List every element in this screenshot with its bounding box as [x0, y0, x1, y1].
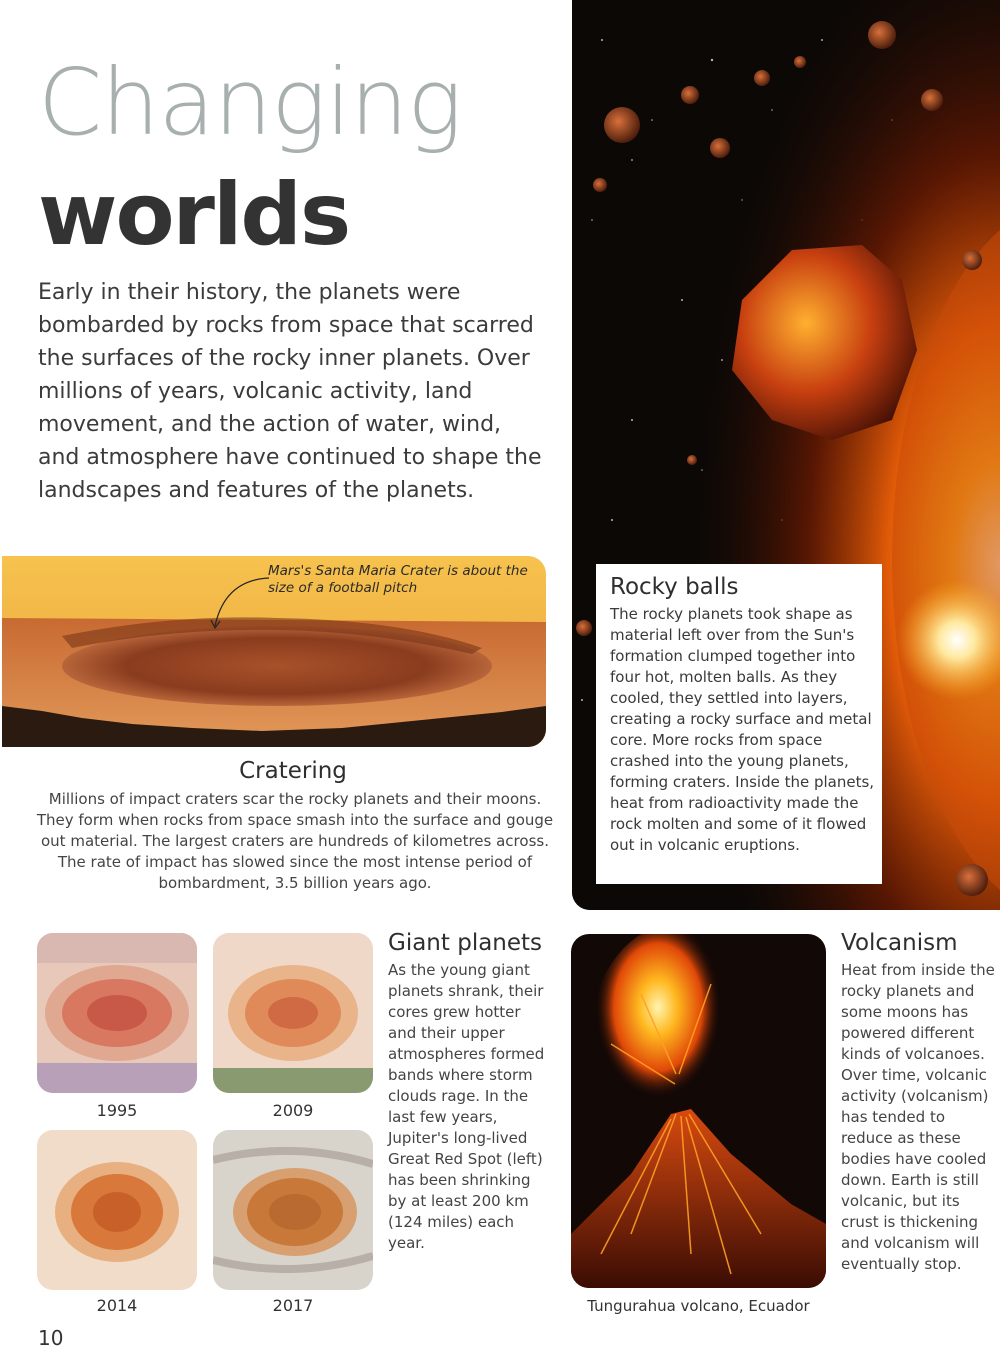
year-label-1995: 1995 — [96, 1101, 138, 1120]
jupiter-spot-2014-graphic — [37, 1130, 197, 1290]
jupiter-spot-2014 — [37, 1130, 197, 1290]
title-line-2: worlds — [38, 165, 350, 265]
caption-pointer-arrow — [205, 574, 275, 634]
volcano-photo — [571, 934, 826, 1288]
cratering-text: Millions of impact craters scar the rocky planets and their moons. They form when rocks from space smash into the surface and gouge out material. The largest craters are hundreds of kilometres across. The rate of impact has slowed since the most intense period of bombardment, 3.5 billion years ago. — [36, 790, 554, 892]
page-number: 10 — [38, 1326, 64, 1350]
volcanism-text: Heat from inside the rocky planets and some moons has powered different kinds of volcanoes. Over time, volcanic activity (volcanism) has tended to reduce as these bodies have cooled down. Earth is still volcanic, but its crust is thickening and volcanism will eventually stop. — [841, 961, 995, 1273]
year-label-2017: 2017 — [272, 1296, 314, 1315]
jupiter-spot-1995-graphic — [37, 933, 197, 1093]
jupiter-spot-2017 — [213, 1130, 373, 1290]
title-line-1: Changing — [38, 49, 462, 156]
rocky-balls-panel — [596, 564, 882, 884]
intro-paragraph: Early in their history, the planets were bombarded by rocks from space that scarred the surfaces of the rocky inner planets. Over millions of years, volcanic activity, land movement, and the action of water, wind, and atmosphere have continued to shape the landscapes and features of the planets. — [38, 280, 542, 503]
year-label-2009: 2009 — [272, 1101, 314, 1120]
giant-planets-heading: Giant planets — [388, 930, 543, 956]
cratering-heading: Cratering — [239, 758, 347, 784]
jupiter-spot-1995 — [37, 933, 197, 1093]
jupiter-spot-2009-graphic — [213, 933, 373, 1093]
year-label-2014: 2014 — [96, 1296, 138, 1315]
mars-caption: Mars's Santa Maria Crater is about the size of a football pitch — [268, 563, 528, 596]
giant-planets-text: As the young giant planets shrank, their cores grew hotter and their upper atmospheres formed bands where storm clouds rage. In the last few years, Jupiter's long-lived Great Red Spot (left) has been shrinking by at least 200 km (124 miles) each year. — [388, 961, 545, 1252]
volcano-graphic — [571, 934, 826, 1288]
volcano-caption: Tungurahua volcano, Ecuador — [587, 1297, 810, 1315]
jupiter-spot-2017-graphic — [213, 1130, 373, 1290]
jupiter-spot-2009 — [213, 933, 373, 1093]
rocky-balls-text: The rocky planets took shape as material left over from the Sun's formation clumped together into four hot, molten balls. As they cooled, they settled into layers, creating a rocky surface and metal core. More rocks from space crashed into the young planets, forming craters. Inside the planets, heat from radioactivity made the rock molten and some of it flowed out in volcanic eruptions. — [610, 605, 875, 854]
rocky-balls-heading: Rocky balls — [610, 574, 739, 600]
volcanism-heading: Volcanism — [841, 930, 958, 956]
